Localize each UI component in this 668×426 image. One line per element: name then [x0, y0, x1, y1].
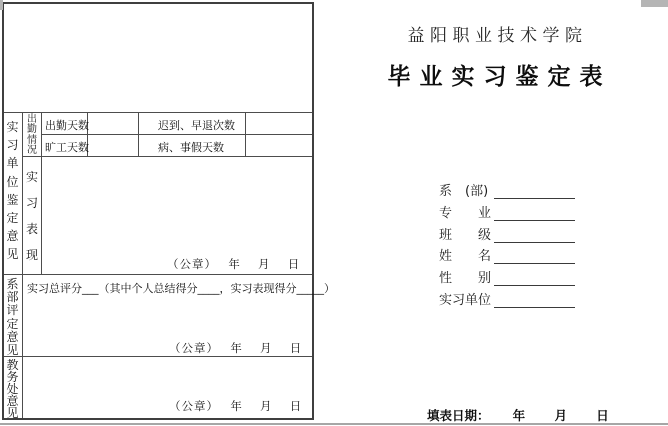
attendance-days-value-cell	[88, 113, 137, 134]
absence-days-value-cell	[88, 135, 137, 156]
class-field-label: 班 级	[439, 227, 492, 243]
field-row-name	[439, 245, 575, 267]
section-label-attendance: 出勤情况	[27, 114, 37, 156]
name-field-label: 姓 名	[439, 249, 492, 265]
scrollbar-fragment	[641, 0, 668, 7]
department-field-label: 系 (部)	[439, 184, 489, 199]
section-label-academic-office: 教务处意见	[6, 358, 19, 419]
field-row-major	[439, 202, 575, 224]
field-row-internship-unit	[439, 289, 575, 311]
table-gridline	[4, 274, 312, 275]
academic-stamp-date-line: （公章） 年 月 日	[169, 399, 303, 413]
academic-office-content-cell	[23, 357, 312, 402]
dept-score-line: 实习总评分___（其中个人总结得分____，实习表现得分_____）	[27, 282, 335, 295]
late-early-count-label: 迟到、早退次数	[158, 119, 235, 132]
page-bottom-edge	[0, 423, 668, 425]
late-early-count-value-cell	[246, 113, 312, 134]
form-title: 毕业实习鉴定表	[387, 64, 612, 90]
name-field-blank	[494, 248, 575, 264]
table-gridline	[138, 112, 139, 156]
field-row-department	[439, 180, 575, 202]
page-edge-mark	[0, 0, 3, 10]
major-field-label: 专 业	[439, 205, 492, 221]
student-info-fields	[439, 180, 575, 311]
field-row-gender	[439, 267, 575, 289]
gender-field-blank	[494, 270, 575, 286]
attendance-days-label: 出勤天数	[45, 119, 89, 132]
comment-area-cell	[4, 4, 312, 112]
college-name: 益阳职业技术学院	[407, 26, 588, 46]
section-label-internship-unit-opinion: 实习单位鉴定意见	[6, 120, 19, 262]
internship-unit-field-blank	[494, 292, 575, 308]
fill-date-line: 填表日期： 年 月 日	[427, 408, 609, 423]
sick-leave-days-label: 病、事假天数	[158, 141, 224, 154]
gender-field-label: 性 别	[439, 271, 492, 287]
section-label-dept-evaluation: 系部评定意见	[6, 277, 19, 356]
department-field-blank	[494, 183, 575, 199]
sick-leave-days-value-cell	[246, 135, 312, 156]
section-label-performance: 实习表现	[25, 170, 38, 262]
class-field-blank	[494, 227, 575, 243]
field-row-class	[439, 224, 575, 246]
internship-unit-field-label: 实习单位	[439, 292, 492, 308]
dept-stamp-date-line: （公章） 年 月 日	[169, 341, 303, 355]
unit-stamp-date-line: （公章） 年 月 日	[167, 257, 301, 271]
major-field-blank	[494, 205, 575, 221]
absence-days-label: 旷工天数	[45, 141, 89, 154]
